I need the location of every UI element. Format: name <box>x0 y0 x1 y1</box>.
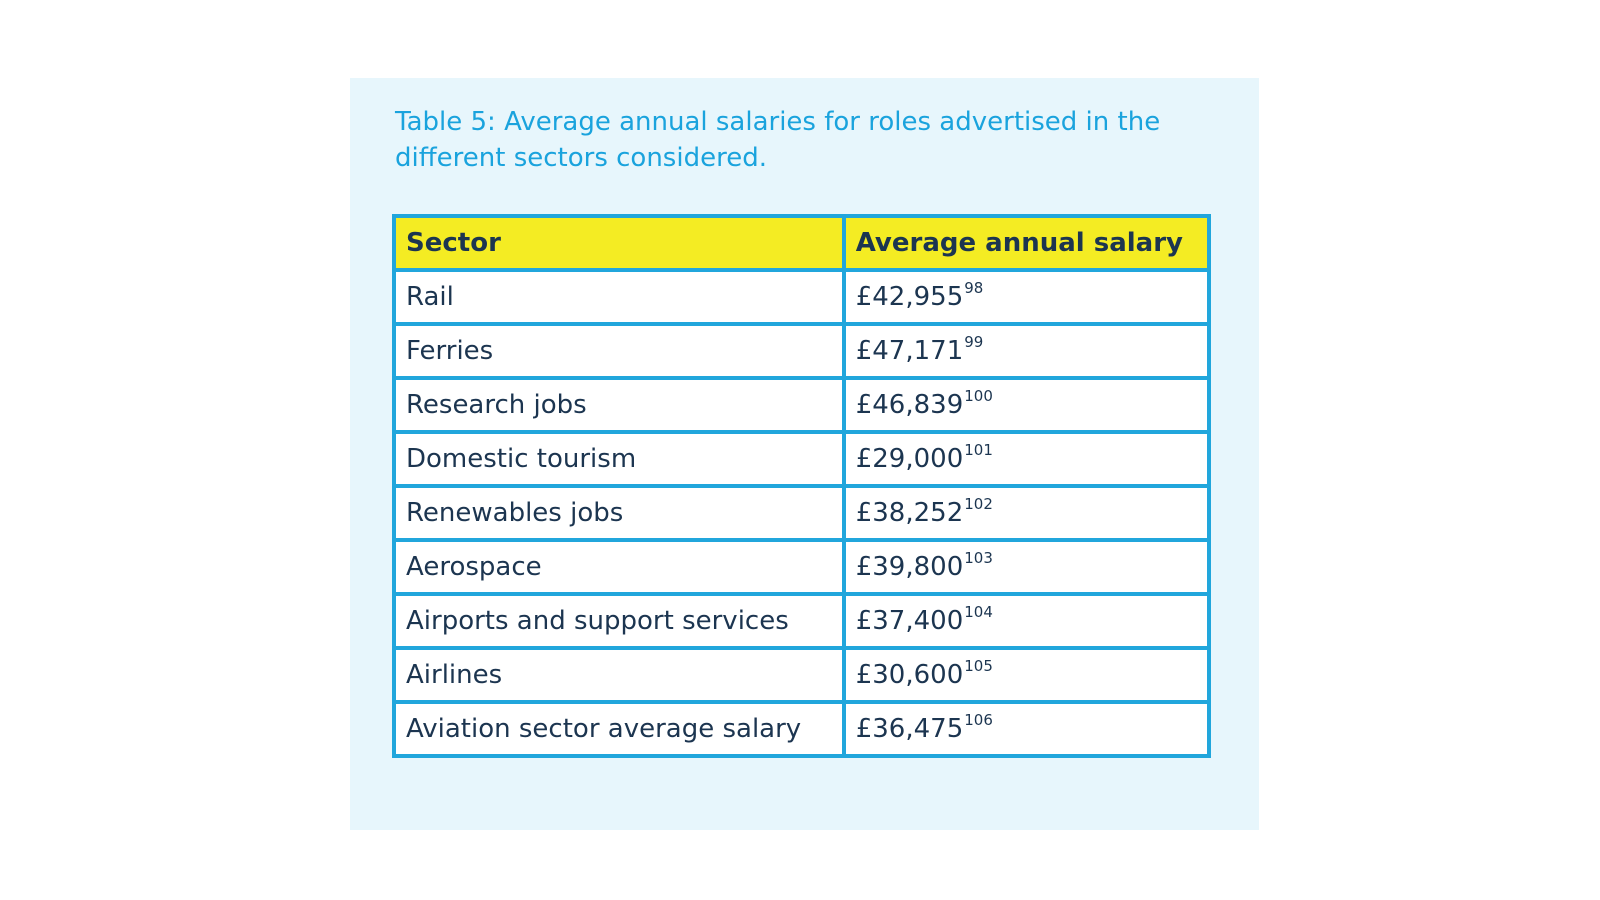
sector-cell: Domestic tourism <box>394 432 844 486</box>
table-caption: Table 5: Average annual salaries for roles advertised in the different sectors considered. <box>395 107 1161 173</box>
salary-cell <box>844 324 1209 378</box>
salary-value: £30,600 <box>855 660 964 690</box>
sector-cell: Aviation sector average salary <box>394 702 844 756</box>
salary-value: £36,475 <box>855 714 964 744</box>
header-salary: Average annual salary <box>844 216 1209 270</box>
salary-value: £29,000 <box>855 444 964 474</box>
footnote-ref: 106 <box>964 711 993 729</box>
salary-cell <box>844 540 1209 594</box>
table-row <box>394 378 1209 432</box>
sector-cell: Rail <box>394 270 844 324</box>
salary-cell <box>844 378 1209 432</box>
footnote-ref: 98 <box>964 279 984 297</box>
table-header-row <box>394 216 1209 270</box>
sector-cell: Airports and support services <box>394 594 844 648</box>
sector-cell: Airlines <box>394 648 844 702</box>
table-row <box>394 648 1209 702</box>
table-panel <box>350 78 1259 830</box>
salary-table <box>392 214 1211 758</box>
table-row <box>394 594 1209 648</box>
table-row <box>394 432 1209 486</box>
salary-value: £38,252 <box>855 498 964 528</box>
footnote-ref: 99 <box>964 333 984 351</box>
footnote-ref: 103 <box>964 549 993 567</box>
salary-value: £47,171 <box>855 336 964 366</box>
salary-value: £39,800 <box>855 552 964 582</box>
salary-value: £37,400 <box>855 606 964 636</box>
footnote-ref: 104 <box>964 603 993 621</box>
salary-cell <box>844 702 1209 756</box>
salary-cell <box>844 594 1209 648</box>
sector-cell: Research jobs <box>394 378 844 432</box>
salary-cell <box>844 486 1209 540</box>
table-row <box>394 324 1209 378</box>
salary-cell <box>844 270 1209 324</box>
footnote-ref: 102 <box>964 495 993 513</box>
table-row <box>394 270 1209 324</box>
sector-cell: Aerospace <box>394 540 844 594</box>
table-row <box>394 702 1209 756</box>
sector-cell: Ferries <box>394 324 844 378</box>
salary-value: £46,839 <box>855 390 964 420</box>
salary-value: £42,955 <box>855 282 964 312</box>
footnote-ref: 101 <box>964 441 993 459</box>
salary-cell <box>844 432 1209 486</box>
footnote-ref: 100 <box>964 387 993 405</box>
salary-cell <box>844 648 1209 702</box>
table-row <box>394 540 1209 594</box>
footnote-ref: 105 <box>964 657 993 675</box>
sector-cell: Renewables jobs <box>394 486 844 540</box>
header-sector: Sector <box>394 216 844 270</box>
table-row <box>394 486 1209 540</box>
